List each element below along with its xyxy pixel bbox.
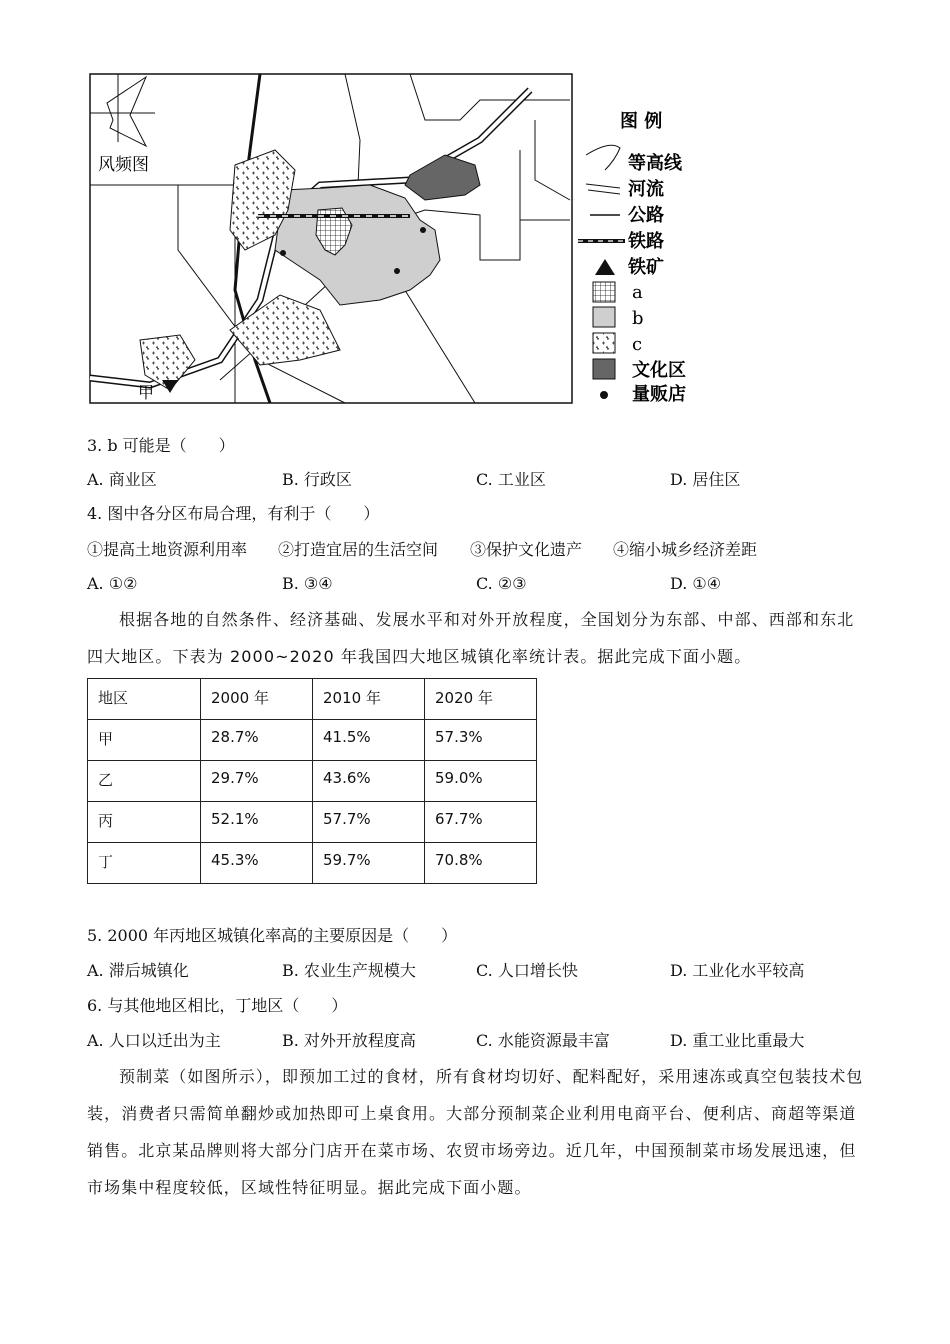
- gray-fill-icon: [593, 307, 615, 327]
- legend-label: c: [632, 334, 643, 355]
- q4-option-a: A. ①②: [87, 574, 138, 593]
- legend-label: 文化区: [632, 360, 686, 381]
- legend-label: 铁路: [628, 231, 664, 252]
- q5-option-b: B. 农业生产规模大: [282, 961, 416, 980]
- table-cell: 丙: [88, 802, 201, 843]
- q4-statement: ②打造宜居的生活空间: [278, 540, 439, 559]
- table-cell: 乙: [88, 761, 201, 802]
- contour-icon: [586, 145, 620, 170]
- table-cell: 43.6%: [313, 761, 425, 802]
- q4-stem: 4. 图中各分区布局合理，有利于（ ）: [87, 504, 380, 523]
- q4-statement: ④缩小城乡经济差距: [613, 540, 758, 559]
- cross-pattern-icon: [593, 333, 615, 353]
- table-cell: 59.7%: [313, 843, 425, 884]
- passage-urbanization: 根据各地的自然条件、经济基础、发展水平和对外开放程度，全国划分为东部、中部、西部和东北四大地区。下表为 2000~2020 年我国四大地区城镇化率统计表。据此完成下面小题。: [87, 610, 855, 666]
- table-row: [88, 720, 537, 761]
- legend-label: 等高线: [628, 153, 682, 174]
- legend-label: 量贩店: [632, 384, 686, 405]
- q4-option-d: D. ①④: [670, 574, 722, 593]
- table-cell: 甲: [88, 720, 201, 761]
- q3-option-c: C. 工业区: [476, 470, 546, 489]
- q5-option-a: A. 滞后城镇化: [87, 961, 189, 980]
- table-cell: 57.7%: [313, 802, 425, 843]
- wind-frequency-label: 风频图: [98, 155, 149, 175]
- passage-prepared-food: 预制菜（如图所示），即预加工过的食材，所有食材均切好、配料配好，采用速冻或真空包装技术包装，消费者只需简单翻炒或加热即可上桌食用。大部分预制菜企业利用电商平台、便利店、商超等渠道销售。北京某品牌则将大部分门店开在菜市场、农贸市场旁边。近几年，中国预制菜市场发展迅速，但市场集中程度较低，区域性特征明显。据此完成下面小题。: [87, 1067, 864, 1197]
- table-cell: 丁: [88, 843, 201, 884]
- q6-option-a: A. 人口以迁出为主: [87, 1031, 221, 1050]
- table-cell: 67.7%: [425, 802, 537, 843]
- table-cell: 45.3%: [201, 843, 313, 884]
- table-row: [88, 802, 537, 843]
- q3-stem: 3. b 可能是（ ）: [87, 436, 235, 455]
- q6-option-d: D. 重工业比重最大: [670, 1031, 805, 1050]
- table-header: 地区: [88, 679, 201, 720]
- q4-statement: ①提高土地资源利用率: [87, 540, 248, 559]
- table-cell: 28.7%: [201, 720, 313, 761]
- table-cell: 57.3%: [425, 720, 537, 761]
- q3-option-a: A. 商业区: [87, 470, 157, 489]
- legend-label: 公路: [628, 205, 664, 226]
- table-cell: 52.1%: [201, 802, 313, 843]
- q6-option-b: B. 对外开放程度高: [282, 1031, 416, 1050]
- table-row: [88, 843, 537, 884]
- legend-title: 图 例: [620, 111, 663, 132]
- triangle-icon: [595, 259, 615, 275]
- q3-option-d: D. 居住区: [670, 470, 741, 489]
- q4-option-c: C. ②③: [476, 574, 527, 593]
- q4-option-b: B. ③④: [282, 574, 333, 593]
- q5-option-d: D. 工业化水平较高: [670, 961, 805, 980]
- table-header: 2010 年: [313, 679, 425, 720]
- table-cell: 70.8%: [425, 843, 537, 884]
- table-cell: 29.7%: [201, 761, 313, 802]
- legend-label: a: [632, 282, 643, 303]
- table-cell: 41.5%: [313, 720, 425, 761]
- table-header-row: [88, 679, 537, 720]
- location-jia: 甲: [138, 383, 155, 402]
- dark-fill-icon: [593, 359, 615, 379]
- table-cell: 59.0%: [425, 761, 537, 802]
- city-map: [80, 60, 720, 420]
- legend-label: b: [632, 308, 644, 329]
- q5-stem: 5. 2000 年丙地区城镇化率高的主要原因是（ ）: [87, 926, 458, 945]
- river-icon: [586, 184, 620, 194]
- q6-option-c: C. 水能资源最丰富: [476, 1031, 610, 1050]
- q4-statement: ③保护文化遗产: [470, 540, 583, 559]
- dot-icon: [600, 391, 608, 399]
- table-row: [88, 761, 537, 802]
- urbanization-table: [87, 678, 537, 884]
- q5-option-c: C. 人口增长快: [476, 961, 578, 980]
- q6-stem: 6. 与其他地区相比，丁地区（ ）: [87, 996, 348, 1015]
- legend-label: 河流: [628, 179, 664, 200]
- q3-option-b: B. 行政区: [282, 470, 352, 489]
- table-header: 2020 年: [425, 679, 537, 720]
- grid-pattern-icon: [593, 282, 615, 302]
- legend-label: 铁矿: [628, 257, 664, 278]
- table-header: 2000 年: [201, 679, 313, 720]
